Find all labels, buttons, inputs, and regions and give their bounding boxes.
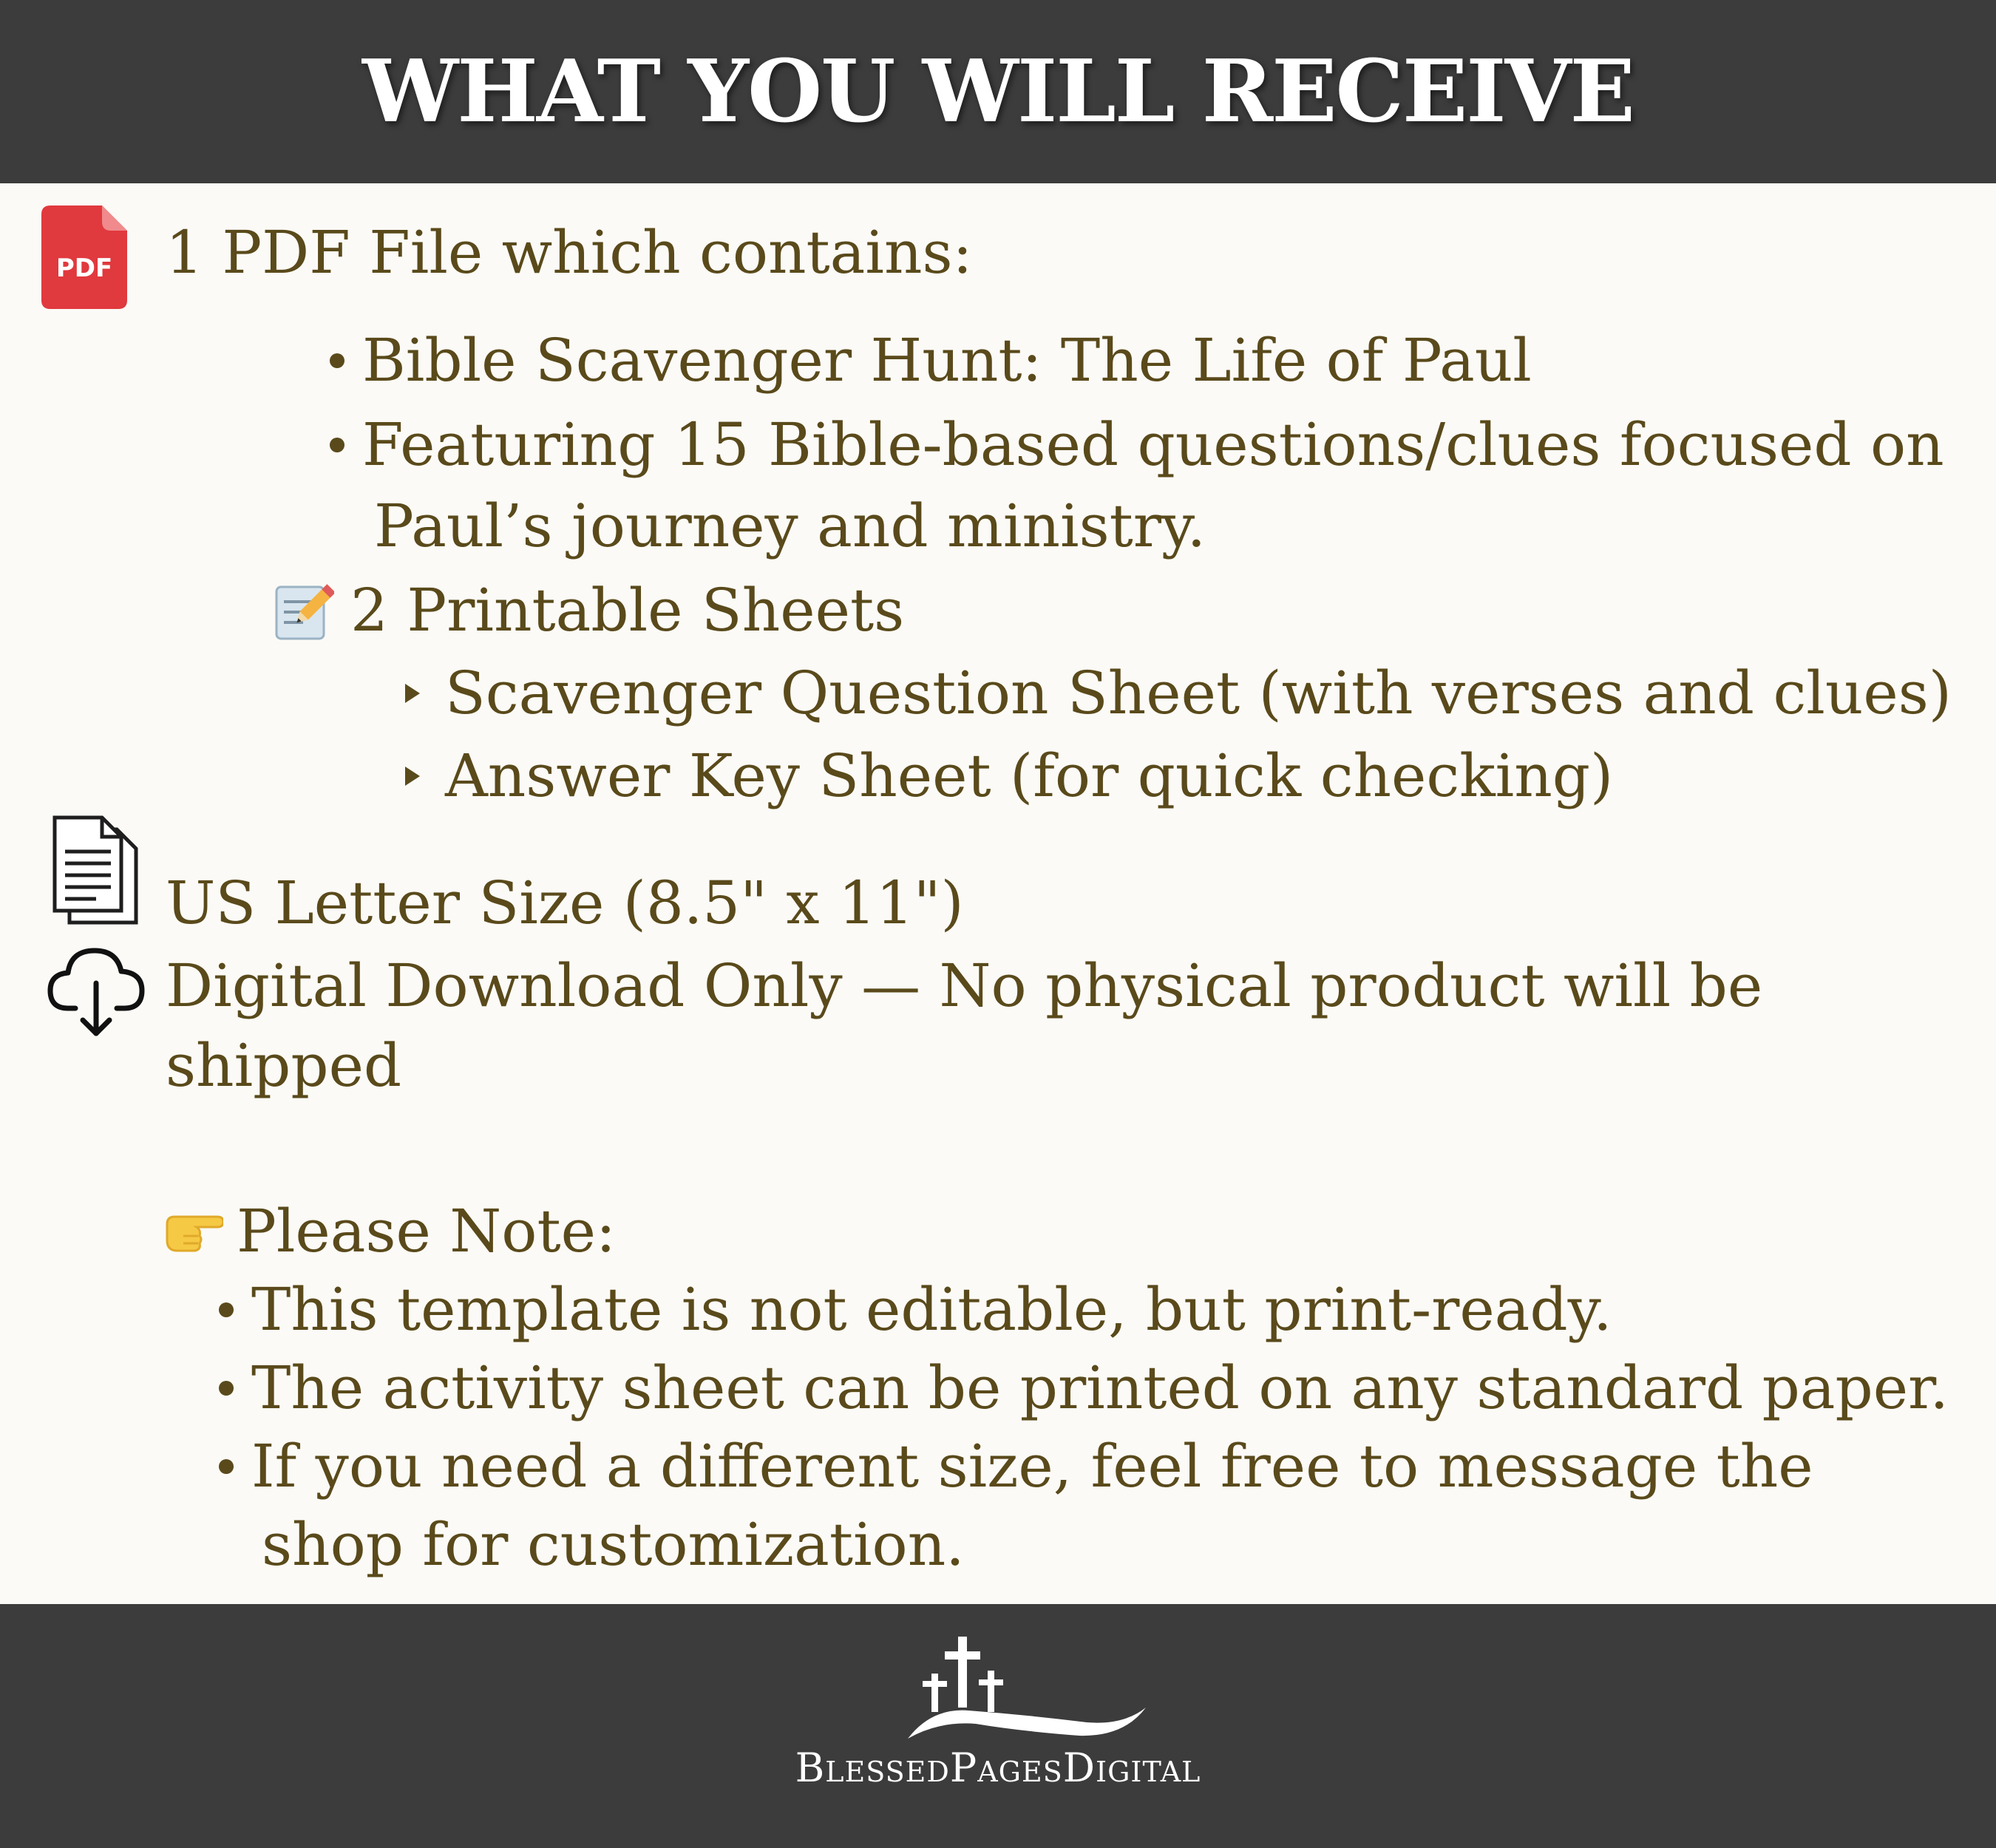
pdf-bullet-2-cont: Paul’s journey and ministry.: [374, 492, 1206, 560]
download-text-line2: shipped: [166, 1031, 402, 1100]
pdf-bullet-1: Bible Scavenger Hunt: The Life of Paul: [330, 324, 1532, 398]
download-text-line1: Digital Download Only — No physical product will be: [166, 951, 1763, 1020]
memo-pencil-icon: [274, 581, 334, 642]
note-bullet-2: The activity sheet can be printed on any standard paper.: [219, 1351, 1949, 1425]
size-text: US Letter Size (8.5" x 11"): [166, 869, 964, 937]
printable-heading: 2 Printable Sheets: [350, 576, 905, 645]
document-icon: [52, 815, 140, 925]
note-heading: Please Note:: [237, 1197, 616, 1266]
pdf-heading: 1 PDF File which contains:: [166, 218, 973, 287]
footer-band: [0, 1604, 1996, 1848]
note-bullet-3-cont: shop for customization.: [262, 1510, 965, 1579]
header-band: [0, 0, 1996, 183]
note-bullet-1: This template is not editable, but print-ready.: [219, 1273, 1612, 1347]
printable-item-1: Scavenger Question Sheet (with verses and clues): [405, 656, 1952, 730]
pdf-file-icon: [41, 205, 127, 309]
brand-name: BlessedPagesDigital: [795, 1745, 1201, 1791]
crosses-logo-icon: [902, 1634, 1153, 1745]
pointing-hand-icon: [163, 1206, 223, 1254]
note-bullet-3: If you need a different size, feel free to message the: [219, 1430, 1813, 1504]
pdf-bullet-2: Featuring 15 Bible-based questions/clues focused on: [330, 408, 1944, 482]
cloud-download-icon: [46, 945, 146, 1041]
pdf-icon-label: PDF: [55, 254, 113, 283]
page-title: WHAT YOU WILL RECEIVE: [362, 41, 1634, 142]
content-area: [0, 183, 1996, 1604]
printable-item-2: Answer Key Sheet (for quick checking): [405, 739, 1613, 813]
